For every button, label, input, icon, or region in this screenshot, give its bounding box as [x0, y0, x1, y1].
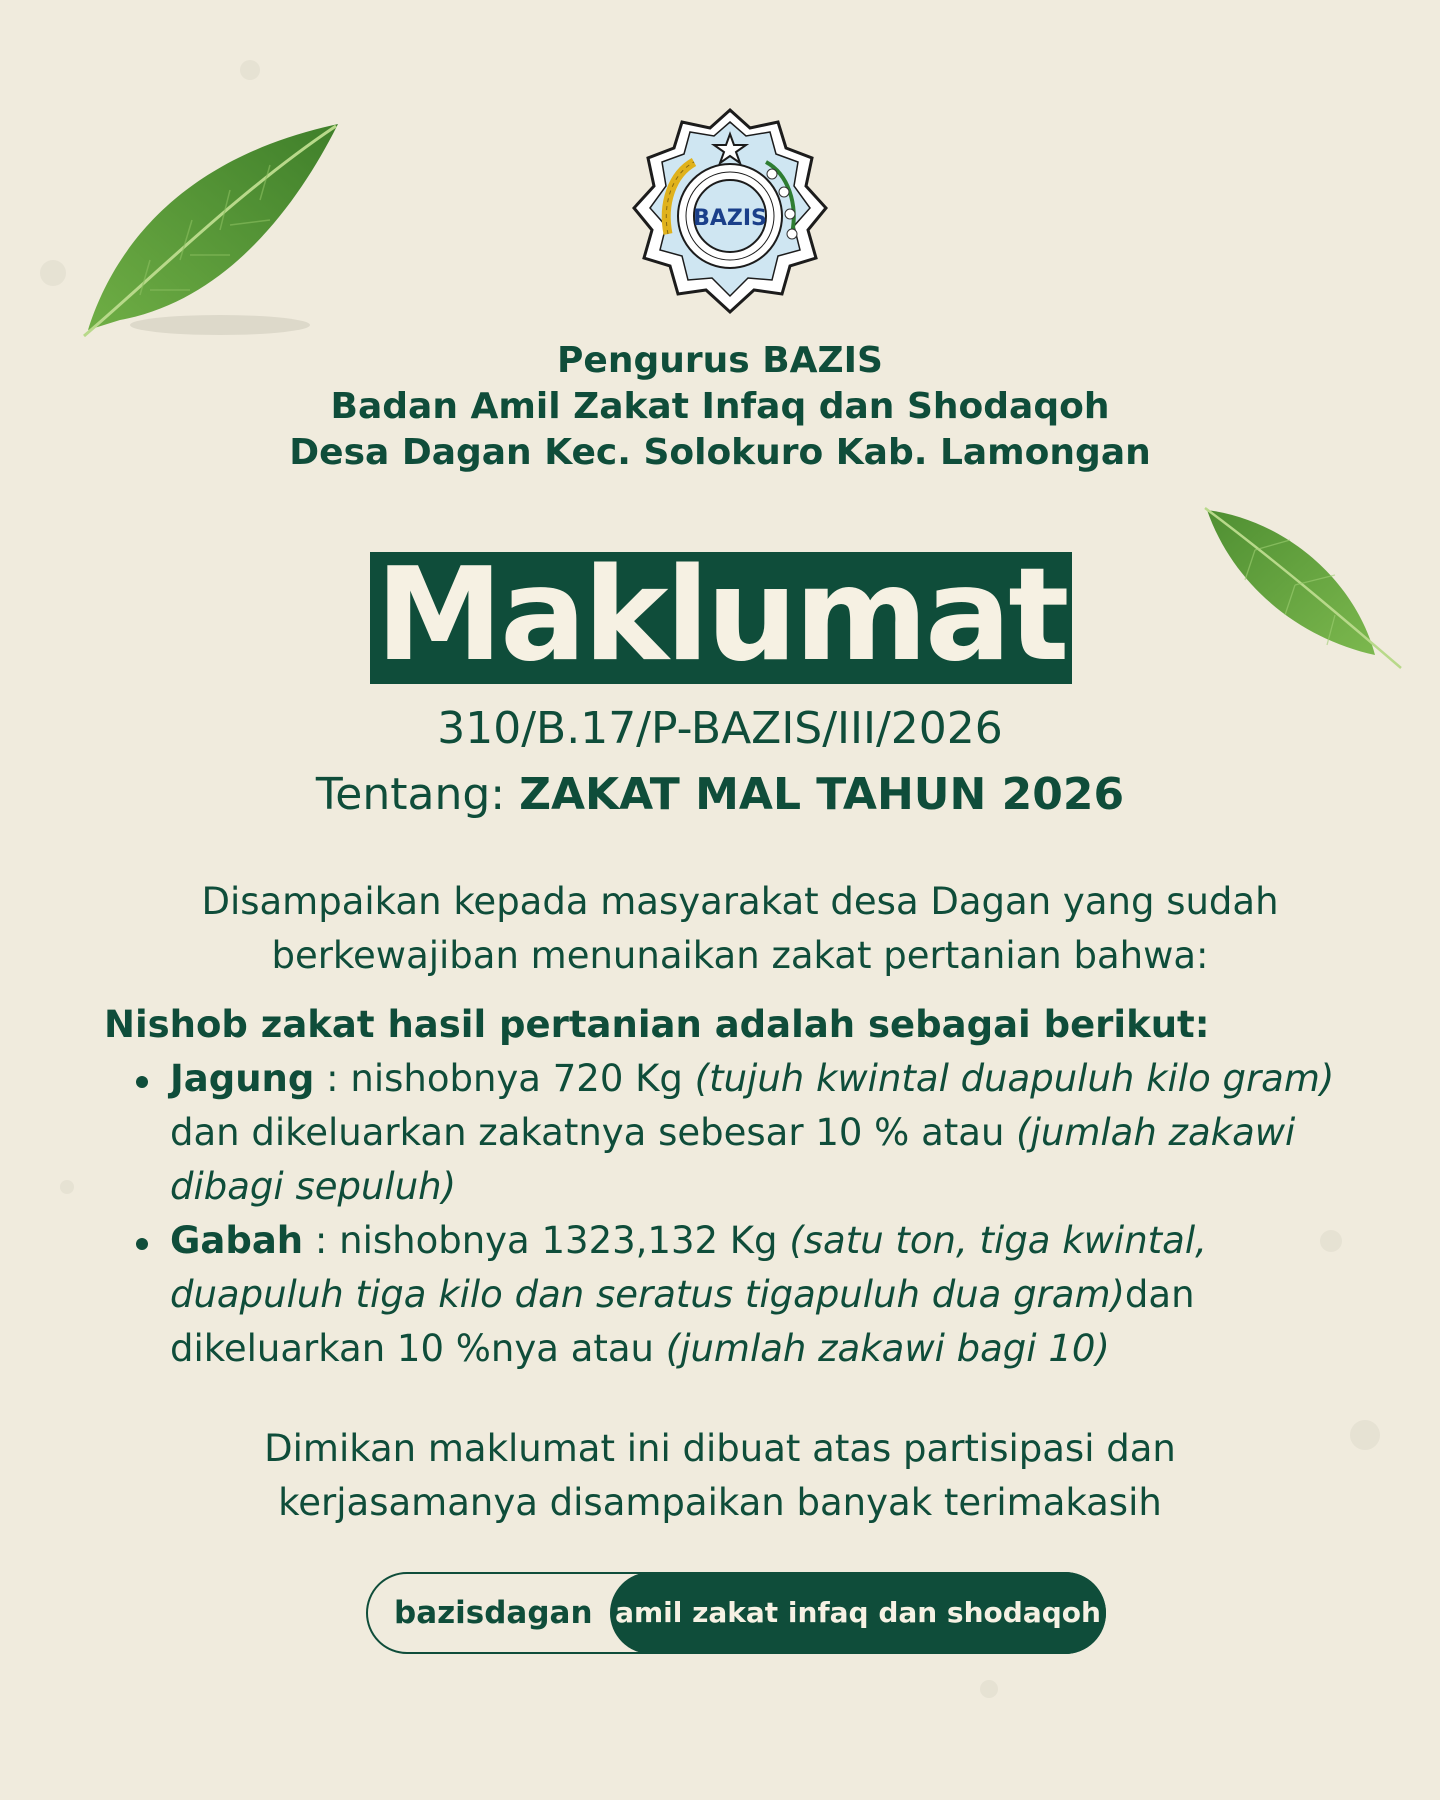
subject-prefix: Tentang: [315, 769, 506, 820]
item-italic: (jumlah zakawi bagi 10) [665, 1327, 1110, 1370]
org-line-3: Desa Dagan Kec. Solokuro Kab. Lamongan [289, 432, 1151, 473]
bullet-icon [136, 1076, 148, 1088]
item-italic: (tujuh kwintal duapuluh kilo gram) [694, 1057, 1335, 1100]
background-speckle [60, 1180, 74, 1194]
background-speckle [1350, 1420, 1380, 1450]
list-item [104, 1052, 1354, 1214]
document-subject [0, 768, 1440, 822]
item-text: : nishobnya 1323,132 Kg [303, 1219, 790, 1262]
item-text: dan dikeluarkan 10 %nya atau [170, 1273, 1195, 1370]
organization-header [0, 338, 1440, 476]
closing-line-1: Dimikan maklumat ini dibuat atas partisipasi dan [264, 1427, 1176, 1470]
leaf-decoration-left [80, 110, 350, 350]
background-speckle [980, 1680, 998, 1698]
item-name: Gabah [170, 1219, 304, 1262]
item-name: Jagung [170, 1057, 315, 1100]
leaf-decoration-right [1195, 490, 1405, 680]
social-handle[interactable]: bazisdagan [394, 1595, 593, 1631]
bullet-icon [136, 1238, 148, 1250]
footer-pill [366, 1572, 1106, 1654]
nishob-list [104, 1052, 1354, 1376]
item-italic: (satu ton, tiga kwintal, duapuluh tiga kilo dan seratus tigapuluh dua gram) [170, 1219, 1207, 1316]
bazis-logo [622, 104, 838, 320]
subject-value: ZAKAT MAL TAHUN 2026 [519, 769, 1125, 820]
org-line-1: Pengurus BAZIS [557, 340, 883, 381]
footer-tagline: amil zakat infaq dan shodaqoh [610, 1572, 1106, 1654]
item-text: dan dikeluarkan zakatnya sebesar 10 % atau [170, 1111, 1017, 1154]
list-item [104, 1214, 1354, 1376]
intro-line-2: berkewajiban menunaikan zakat pertanian bahwa: [271, 934, 1209, 977]
logo-label: BAZIS [693, 206, 767, 231]
page-title: Maklumat [375, 541, 1067, 690]
item-italic: (jumlah zakawi dibagi sepuluh) [170, 1111, 1296, 1208]
background-speckle [240, 60, 260, 80]
nishob-heading: Nishob zakat hasil pertanian adalah sebagai berikut: [104, 1003, 1210, 1046]
item-text: : nishobnya 720 Kg [314, 1057, 695, 1100]
intro-line-1: Disampaikan kepada masyarakat desa Dagan yang sudah [201, 880, 1279, 923]
closing-paragraph [150, 1422, 1290, 1530]
org-line-2: Badan Amil Zakat Infaq dan Shodaqoh [330, 386, 1110, 427]
background-speckle [40, 260, 66, 286]
intro-paragraph [150, 875, 1330, 983]
closing-line-2: kerjasamanya disampaikan banyak terimakasih [278, 1481, 1162, 1524]
document-number: 310/B.17/P-BAZIS/III/2026 [437, 703, 1003, 754]
